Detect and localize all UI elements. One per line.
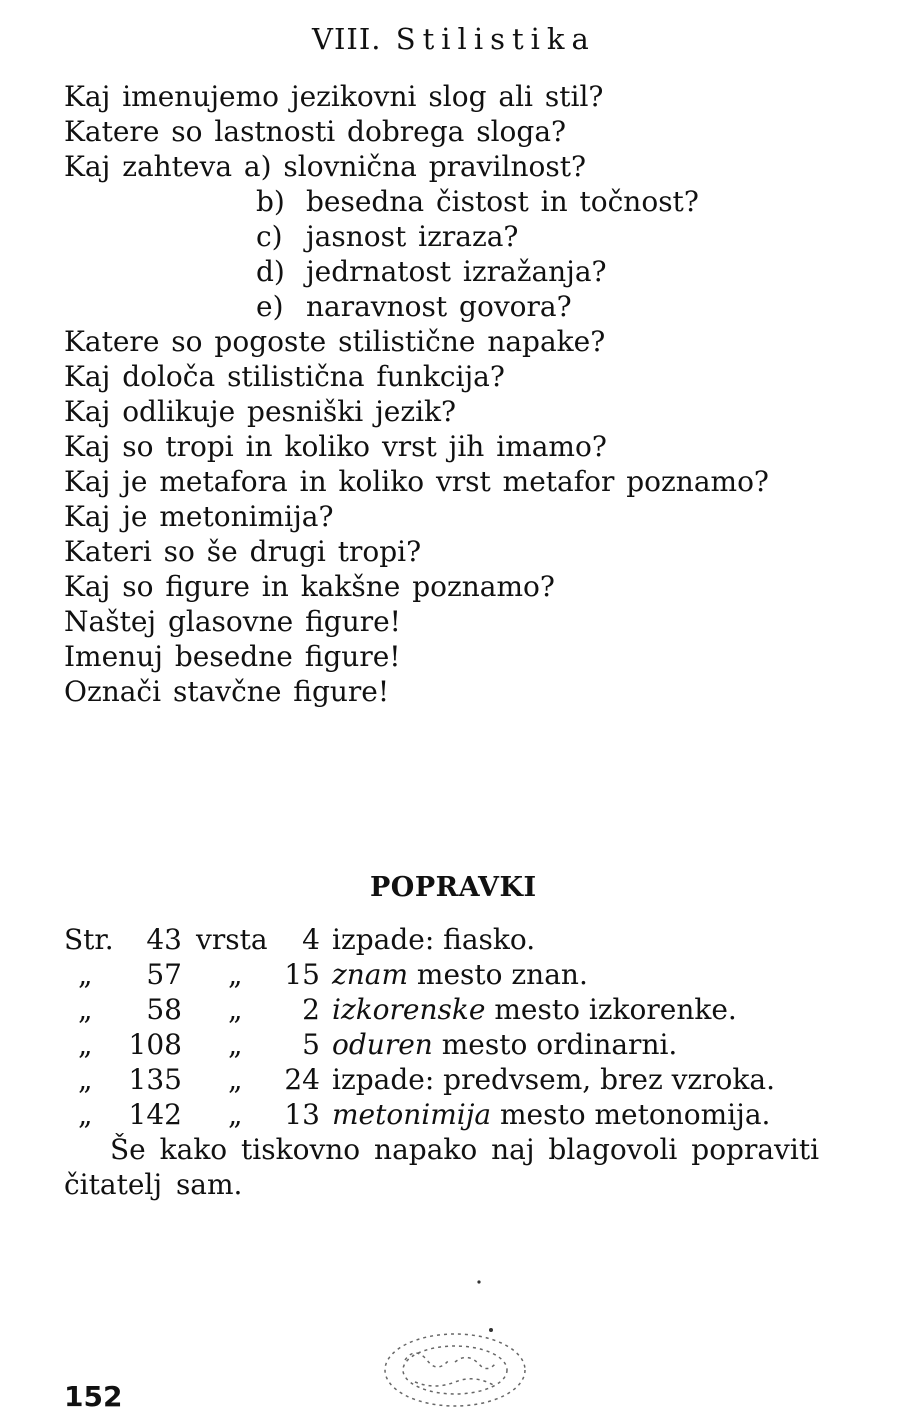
- correction-str: Str.: [64, 923, 114, 956]
- correction-row: [0, 922, 912, 957]
- chapter-heading: [312, 22, 596, 56]
- correction-text: mesto izkorenke.: [485, 993, 737, 1026]
- correction-text: izpade: predvsem, brez vzroka.: [332, 1063, 775, 1096]
- page-number: 152: [64, 1380, 123, 1413]
- correction-line: 13: [284, 1098, 320, 1131]
- question-line: Kaj določa stilistična funkcija?: [64, 360, 505, 393]
- question-line: Označi stavčne figure!: [64, 675, 390, 708]
- sub-question-line: [256, 219, 518, 254]
- question-line: Kaj so figure in kakšne poznamo?: [64, 570, 555, 603]
- sub-question-letter: d): [256, 255, 285, 288]
- correction-text: izpade: fiasko.: [332, 923, 536, 956]
- correction-vrsta: vrsta: [196, 923, 268, 956]
- question-line: Katere so pogoste stilistične napake?: [64, 325, 606, 358]
- correction-line: 24: [284, 1063, 320, 1096]
- question-line: Kaj imenujemo jezikovni slog ali stil?: [64, 80, 604, 113]
- correction-str: „: [78, 993, 93, 1026]
- question-line: Kaj odlikuje pesniški jezik?: [64, 395, 457, 428]
- correction-text: mesto znan.: [408, 958, 588, 991]
- correction-text: mesto metonomija.: [491, 1098, 771, 1131]
- question-line: Kateri so še drugi tropi?: [64, 535, 422, 568]
- correction-page: 43: [146, 923, 182, 956]
- sub-question-letter: c): [256, 220, 283, 253]
- correction-vrsta: „: [228, 1028, 243, 1061]
- sub-question-text: jasnost izraza?: [306, 220, 519, 253]
- library-stamp-mark: [375, 1270, 535, 1410]
- correction-row: [0, 992, 912, 1027]
- question-line: Naštej glasovne figure!: [64, 605, 401, 638]
- correction-str: „: [78, 1028, 93, 1061]
- correction-italic-word: znam: [332, 958, 409, 991]
- correction-vrsta: „: [228, 1063, 243, 1096]
- sub-question-line: [256, 184, 699, 219]
- correction-text: mesto ordinarni.: [432, 1028, 678, 1061]
- correction-italic-word: metonimija: [332, 1098, 492, 1131]
- correction-italic-word: izkorenske: [332, 993, 486, 1026]
- correction-vrsta: „: [228, 958, 243, 991]
- correction-page: 135: [128, 1063, 182, 1096]
- correction-str: „: [78, 1063, 93, 1096]
- sub-question-line: [256, 254, 607, 289]
- sub-question-letter: b): [256, 185, 285, 218]
- correction-vrsta: „: [228, 993, 243, 1026]
- sub-question-line: [256, 289, 572, 324]
- correction-row: [0, 957, 912, 992]
- correction-line: 4: [302, 923, 320, 956]
- question-line: Kaj so tropi in koliko vrst jih imamo?: [64, 430, 607, 463]
- chapter-number: VIII.: [312, 22, 382, 56]
- correction-row: [0, 1062, 912, 1097]
- question-line: Kaj je metafora in koliko vrst metafor poznamo?: [64, 465, 769, 498]
- sub-question-text: jedrnatost izražanja?: [306, 255, 607, 288]
- question-line: Kaj zahteva a) slovnična pravilnost?: [64, 150, 586, 183]
- correction-note-line-1: Še kako tiskovno napako naj blagovoli popraviti: [110, 1133, 820, 1166]
- correction-line: 15: [284, 958, 320, 991]
- correction-line: 5: [302, 1028, 320, 1061]
- correction-page: 108: [128, 1028, 182, 1061]
- sub-question-text: besedna čistost in točnost?: [306, 185, 699, 218]
- correction-page: 142: [128, 1098, 182, 1131]
- correction-str: „: [78, 958, 93, 991]
- correction-vrsta: „: [228, 1098, 243, 1131]
- sub-question-text: naravnost govora?: [306, 290, 572, 323]
- question-line: Katere so lastnosti dobrega sloga?: [64, 115, 567, 148]
- question-line: Imenuj besedne figure!: [64, 640, 401, 673]
- question-line: Kaj je metonimija?: [64, 500, 334, 533]
- correction-note-line-2: čitatelj sam.: [64, 1168, 243, 1201]
- correction-row: [0, 1027, 912, 1062]
- correction-str: „: [78, 1098, 93, 1131]
- sub-question-letter: e): [256, 290, 284, 323]
- correction-page: 57: [146, 958, 182, 991]
- popravki-title: POPRAVKI: [370, 872, 537, 903]
- correction-line: 2: [302, 993, 320, 1026]
- correction-row: [0, 1097, 912, 1132]
- correction-italic-word: oduren: [332, 1028, 433, 1061]
- correction-page: 58: [146, 993, 182, 1026]
- chapter-title: Stilistika: [395, 22, 596, 56]
